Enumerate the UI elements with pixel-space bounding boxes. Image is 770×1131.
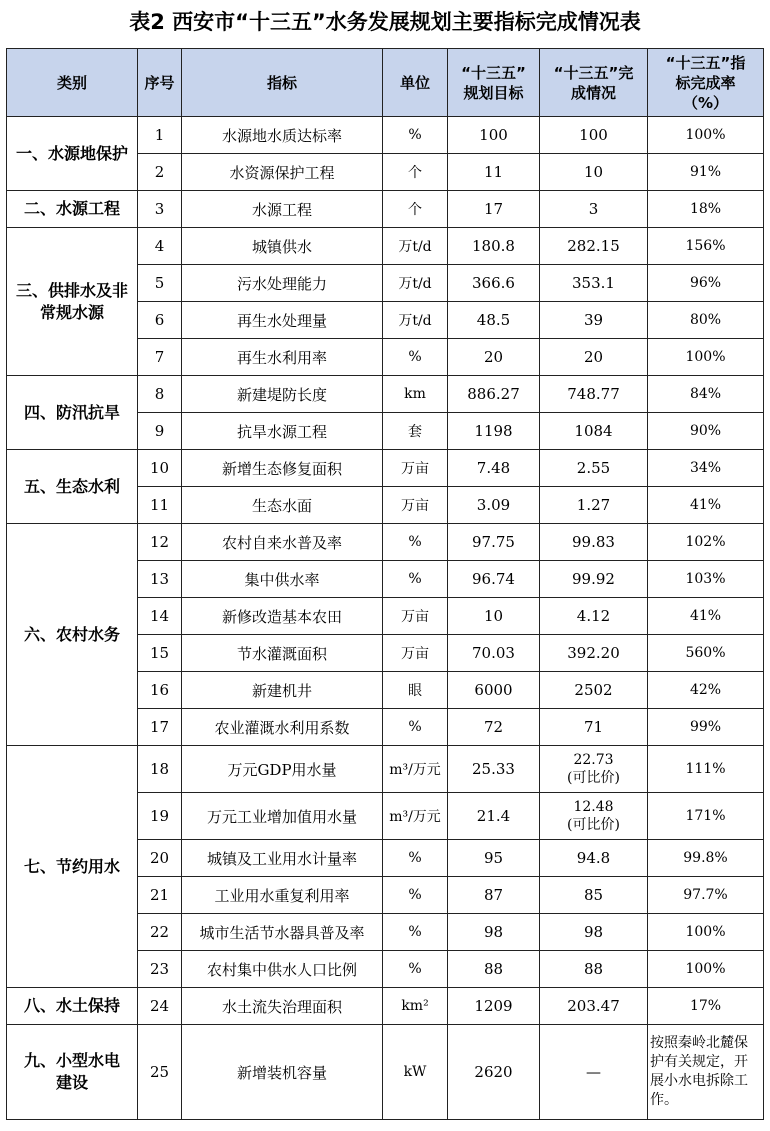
row-rate: 100% bbox=[648, 951, 764, 988]
row-done: 100 bbox=[540, 117, 648, 154]
row-indicator: 城镇及工业用水计量率 bbox=[182, 840, 383, 877]
row-no: 21 bbox=[138, 877, 182, 914]
row-target: 366.6 bbox=[448, 265, 540, 302]
row-no: 17 bbox=[138, 709, 182, 746]
row-no: 16 bbox=[138, 672, 182, 709]
row-done: 748.77 bbox=[540, 376, 648, 413]
header-done: “十三五”完 成情况 bbox=[540, 49, 648, 117]
row-target: 88 bbox=[448, 951, 540, 988]
header-row bbox=[7, 49, 764, 117]
category-cell: 七、节约用水 bbox=[7, 746, 138, 988]
row-target: 97.75 bbox=[448, 524, 540, 561]
row-target: 25.33 bbox=[448, 746, 540, 793]
row-done: 88 bbox=[540, 951, 648, 988]
row-no: 3 bbox=[138, 191, 182, 228]
row-rate: 91% bbox=[648, 154, 764, 191]
row-unit: 万亩 bbox=[383, 487, 448, 524]
header-rate: “十三五”指 标完成率 （%） bbox=[648, 49, 764, 117]
row-indicator: 农村自来水普及率 bbox=[182, 524, 383, 561]
row-indicator: 再生水处理量 bbox=[182, 302, 383, 339]
row-target: 886.27 bbox=[448, 376, 540, 413]
row-rate: 80% bbox=[648, 302, 764, 339]
row-indicator: 污水处理能力 bbox=[182, 265, 383, 302]
row-indicator: 集中供水率 bbox=[182, 561, 383, 598]
category-cell: 四、防汛抗旱 bbox=[7, 376, 138, 450]
row-done: 20 bbox=[540, 339, 648, 376]
row-target: 11 bbox=[448, 154, 540, 191]
row-target: 7.48 bbox=[448, 450, 540, 487]
row-no: 14 bbox=[138, 598, 182, 635]
category-cell: 一、水源地保护 bbox=[7, 117, 138, 191]
row-unit: % bbox=[383, 339, 448, 376]
row-indicator: 万元工业增加值用水量 bbox=[182, 793, 383, 840]
row-done: 98 bbox=[540, 914, 648, 951]
row-indicator: 农业灌溉水利用系数 bbox=[182, 709, 383, 746]
row-indicator: 城镇供水 bbox=[182, 228, 383, 265]
row-target: 96.74 bbox=[448, 561, 540, 598]
row-target: 1209 bbox=[448, 988, 540, 1025]
row-unit: 万亩 bbox=[383, 450, 448, 487]
row-no: 1 bbox=[138, 117, 182, 154]
category-cell: 九、小型水电 建设 bbox=[7, 1025, 138, 1120]
row-no: 11 bbox=[138, 487, 182, 524]
row-unit: % bbox=[383, 877, 448, 914]
row-unit: 万t/d bbox=[383, 302, 448, 339]
row-unit: % bbox=[383, 709, 448, 746]
row-done: 22.73 (可比价) bbox=[540, 746, 648, 793]
row-indicator: 水源工程 bbox=[182, 191, 383, 228]
row-unit: m³/万元 bbox=[383, 793, 448, 840]
category-cell: 二、水源工程 bbox=[7, 191, 138, 228]
row-unit: % bbox=[383, 914, 448, 951]
row-done: 203.47 bbox=[540, 988, 648, 1025]
row-no: 23 bbox=[138, 951, 182, 988]
header-indicator: 指标 bbox=[182, 49, 383, 117]
table-title: 表2 西安市“十三五”水务发展规划主要指标完成情况表 bbox=[129, 10, 641, 34]
row-target: 72 bbox=[448, 709, 540, 746]
table-row bbox=[7, 450, 764, 487]
table-row bbox=[7, 191, 764, 228]
row-done: — bbox=[540, 1025, 648, 1120]
row-rate: 102% bbox=[648, 524, 764, 561]
row-rate: 42% bbox=[648, 672, 764, 709]
row-no: 13 bbox=[138, 561, 182, 598]
row-unit: 眼 bbox=[383, 672, 448, 709]
row-indicator: 抗旱水源工程 bbox=[182, 413, 383, 450]
row-target: 20 bbox=[448, 339, 540, 376]
row-done: 94.8 bbox=[540, 840, 648, 877]
row-target: 95 bbox=[448, 840, 540, 877]
row-unit: 万亩 bbox=[383, 635, 448, 672]
row-no: 9 bbox=[138, 413, 182, 450]
row-rate: 100% bbox=[648, 914, 764, 951]
row-rate: 97.7% bbox=[648, 877, 764, 914]
row-unit: 套 bbox=[383, 413, 448, 450]
row-no: 5 bbox=[138, 265, 182, 302]
indicator-table bbox=[6, 48, 764, 1120]
row-rate: 100% bbox=[648, 117, 764, 154]
table-row bbox=[7, 1025, 764, 1120]
row-indicator: 生态水面 bbox=[182, 487, 383, 524]
row-rate: 111% bbox=[648, 746, 764, 793]
row-no: 7 bbox=[138, 339, 182, 376]
row-indicator: 新增装机容量 bbox=[182, 1025, 383, 1120]
row-no: 25 bbox=[138, 1025, 182, 1120]
row-unit: % bbox=[383, 524, 448, 561]
row-rate: 41% bbox=[648, 598, 764, 635]
row-unit: % bbox=[383, 561, 448, 598]
row-done: 4.12 bbox=[540, 598, 648, 635]
row-unit: kW bbox=[383, 1025, 448, 1120]
row-indicator: 节水灌溉面积 bbox=[182, 635, 383, 672]
row-target: 17 bbox=[448, 191, 540, 228]
row-done: 353.1 bbox=[540, 265, 648, 302]
row-no: 10 bbox=[138, 450, 182, 487]
row-target: 21.4 bbox=[448, 793, 540, 840]
row-rate: 41% bbox=[648, 487, 764, 524]
row-indicator: 新建机井 bbox=[182, 672, 383, 709]
row-done: 10 bbox=[540, 154, 648, 191]
category-cell: 三、供排水及非 常规水源 bbox=[7, 228, 138, 376]
row-rate: 560% bbox=[648, 635, 764, 672]
table-row bbox=[7, 746, 764, 793]
row-rate: 99.8% bbox=[648, 840, 764, 877]
category-cell: 六、农村水务 bbox=[7, 524, 138, 746]
row-target: 87 bbox=[448, 877, 540, 914]
row-rate: 84% bbox=[648, 376, 764, 413]
table-row bbox=[7, 117, 764, 154]
row-done: 99.92 bbox=[540, 561, 648, 598]
row-no: 6 bbox=[138, 302, 182, 339]
row-target: 1198 bbox=[448, 413, 540, 450]
row-rate: 171% bbox=[648, 793, 764, 840]
row-unit: 个 bbox=[383, 154, 448, 191]
row-unit: km bbox=[383, 376, 448, 413]
row-no: 8 bbox=[138, 376, 182, 413]
row-target: 10 bbox=[448, 598, 540, 635]
row-no: 12 bbox=[138, 524, 182, 561]
row-done: 85 bbox=[540, 877, 648, 914]
row-target: 100 bbox=[448, 117, 540, 154]
row-target: 180.8 bbox=[448, 228, 540, 265]
row-rate: 90% bbox=[648, 413, 764, 450]
row-indicator: 水源地水质达标率 bbox=[182, 117, 383, 154]
row-unit: % bbox=[383, 117, 448, 154]
row-no: 24 bbox=[138, 988, 182, 1025]
row-indicator: 水土流失治理面积 bbox=[182, 988, 383, 1025]
row-indicator: 水资源保护工程 bbox=[182, 154, 383, 191]
row-done: 2.55 bbox=[540, 450, 648, 487]
row-target: 98 bbox=[448, 914, 540, 951]
row-indicator: 工业用水重复利用率 bbox=[182, 877, 383, 914]
header-unit: 单位 bbox=[383, 49, 448, 117]
row-indicator: 城市生活节水器具普及率 bbox=[182, 914, 383, 951]
row-no: 20 bbox=[138, 840, 182, 877]
header-target: “十三五” 规划目标 bbox=[448, 49, 540, 117]
row-no: 22 bbox=[138, 914, 182, 951]
row-indicator: 农村集中供水人口比例 bbox=[182, 951, 383, 988]
row-indicator: 再生水利用率 bbox=[182, 339, 383, 376]
row-unit: 万t/d bbox=[383, 265, 448, 302]
row-target: 48.5 bbox=[448, 302, 540, 339]
row-indicator: 万元GDP用水量 bbox=[182, 746, 383, 793]
row-done: 392.20 bbox=[540, 635, 648, 672]
row-unit: % bbox=[383, 951, 448, 988]
table-row bbox=[7, 228, 764, 265]
row-no: 19 bbox=[138, 793, 182, 840]
row-done: 71 bbox=[540, 709, 648, 746]
row-done: 1084 bbox=[540, 413, 648, 450]
row-done: 1.27 bbox=[540, 487, 648, 524]
row-rate: 99% bbox=[648, 709, 764, 746]
row-target: 3.09 bbox=[448, 487, 540, 524]
row-no: 4 bbox=[138, 228, 182, 265]
row-done: 2502 bbox=[540, 672, 648, 709]
row-target: 6000 bbox=[448, 672, 540, 709]
row-no: 18 bbox=[138, 746, 182, 793]
row-rate: 100% bbox=[648, 339, 764, 376]
row-rate: 17% bbox=[648, 988, 764, 1025]
row-done: 12.48 (可比价) bbox=[540, 793, 648, 840]
row-unit: 万亩 bbox=[383, 598, 448, 635]
row-rate: 18% bbox=[648, 191, 764, 228]
category-cell: 八、水土保持 bbox=[7, 988, 138, 1025]
row-rate: 96% bbox=[648, 265, 764, 302]
table-row bbox=[7, 524, 764, 561]
row-no: 15 bbox=[138, 635, 182, 672]
row-done: 99.83 bbox=[540, 524, 648, 561]
category-cell: 五、生态水利 bbox=[7, 450, 138, 524]
row-unit: m³/万元 bbox=[383, 746, 448, 793]
row-rate-note: 按照秦岭北麓保护有关规定，开展小水电拆除工作。 bbox=[648, 1025, 764, 1120]
header-category: 类别 bbox=[7, 49, 138, 117]
row-indicator: 新增生态修复面积 bbox=[182, 450, 383, 487]
row-unit: 个 bbox=[383, 191, 448, 228]
header-no: 序号 bbox=[138, 49, 182, 117]
row-no: 2 bbox=[138, 154, 182, 191]
row-done: 282.15 bbox=[540, 228, 648, 265]
table-row bbox=[7, 376, 764, 413]
row-target: 70.03 bbox=[448, 635, 540, 672]
row-rate: 156% bbox=[648, 228, 764, 265]
row-unit: km² bbox=[383, 988, 448, 1025]
row-done: 3 bbox=[540, 191, 648, 228]
row-unit: % bbox=[383, 840, 448, 877]
row-target: 2620 bbox=[448, 1025, 540, 1120]
row-rate: 34% bbox=[648, 450, 764, 487]
table-row bbox=[7, 988, 764, 1025]
row-rate: 103% bbox=[648, 561, 764, 598]
row-unit: 万t/d bbox=[383, 228, 448, 265]
row-indicator: 新建堤防长度 bbox=[182, 376, 383, 413]
row-indicator: 新修改造基本农田 bbox=[182, 598, 383, 635]
row-done: 39 bbox=[540, 302, 648, 339]
